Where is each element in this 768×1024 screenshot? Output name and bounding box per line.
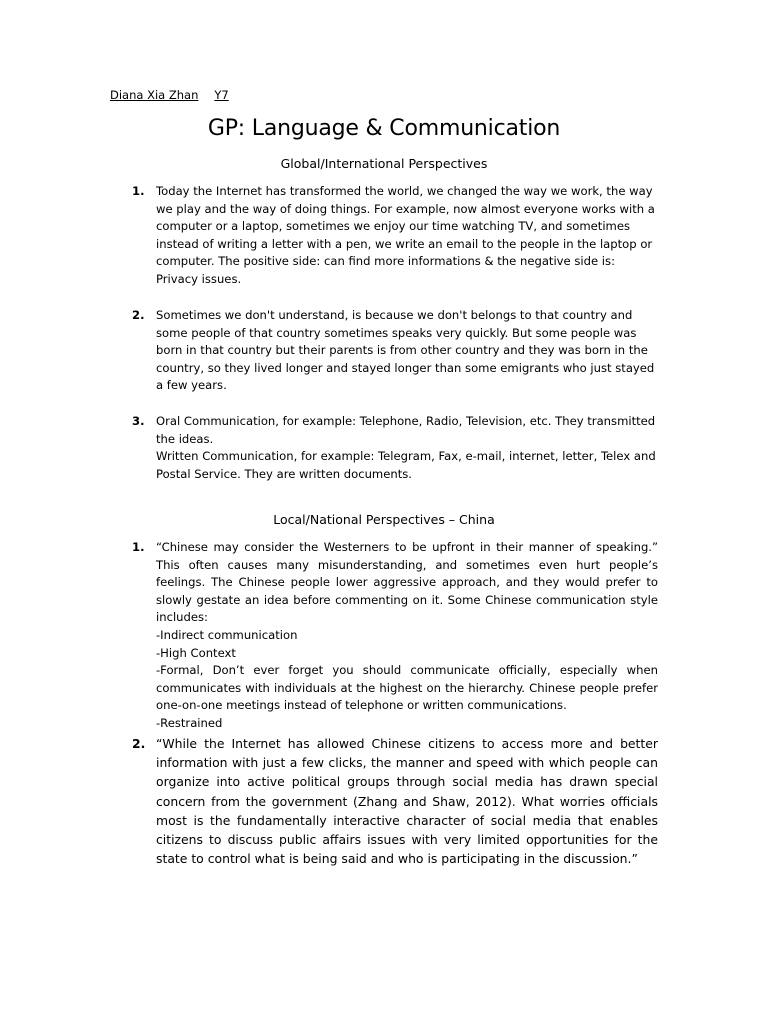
paragraph: Sometimes we don't understand, is because we don't belongs to that country and some people of that country sometimes speaks very quickly. But some people was born in that country but their parents is from other country and they was born in the country, so they lived longer and stayed longer than some emigrants who just stayed a few years. xyxy=(156,308,655,393)
list-item-body xyxy=(156,307,658,395)
grade-label: Y7 xyxy=(214,88,229,102)
global-item-3 xyxy=(132,413,658,483)
local-item-2 xyxy=(132,734,658,868)
list-number: 1. xyxy=(132,184,145,198)
paragraph: -Restrained xyxy=(156,715,223,730)
paragraph: -Indirect communication xyxy=(156,627,298,642)
author-line xyxy=(110,87,229,103)
local-item-1 xyxy=(132,539,658,733)
list-number: 2. xyxy=(132,736,146,751)
global-item-2 xyxy=(132,307,658,395)
author-name: Diana Xia Zhan xyxy=(110,88,199,102)
list-item-body xyxy=(156,734,658,868)
list-number: 1. xyxy=(132,540,145,554)
quote-paragraph: “While the Internet has allowed Chinese citizens to access more and better information with just a few clicks, the manner and speed with which people can organize into active political groups through social media has drawn special concern from the government (Zhang and Shaw, 2012). What worries officials most is the fundamentally interactive character of social media that enables citizens to discuss public affairs issues with very limited opportunities for the state to control what is being said and who is participating in the discussion.” xyxy=(156,736,658,867)
page-title: GP: Language & Communication xyxy=(207,116,561,141)
paragraph: -High Context xyxy=(156,645,236,660)
paragraph: Oral Communication, for example: Telephone, Radio, Television, etc. They transmitted the ideas. xyxy=(156,414,656,446)
list-item-body xyxy=(156,183,658,289)
global-section-heading: Global/International Perspectives xyxy=(280,156,488,171)
paragraph: Today the Internet has transformed the world, we changed the way we work, the way we play and the way of doing things. For example, now almost everyone works with a computer or a laptop, sometimes we enjoy our time watching TV, and sometimes instead of writing a letter with a pen, we write an email to the people in the laptop or computer. The positive side: can find more informations & the negative side is: Privacy issues. xyxy=(156,184,655,286)
global-item-1 xyxy=(132,183,658,289)
list-item-body xyxy=(156,413,658,483)
paragraph: Written Communication, for example: Telegram, Fax, e-mail, internet, letter, Telex and Postal Service. They are written documents. xyxy=(156,449,656,481)
local-section-heading: Local/National Perspectives – China xyxy=(273,512,495,527)
list-item-body xyxy=(156,539,658,733)
list-number: 2. xyxy=(132,308,145,322)
paragraph: -Formal, Don’t ever forget you should communicate officially, especially when communicates with individuals at the highest on the hierarchy. Chinese people prefer one-on-one meetings instead of telephone or written communications. xyxy=(156,663,658,713)
list-number: 3. xyxy=(132,414,145,428)
paragraph: “Chinese may consider the Westerners to be upfront in their manner of speaking.” This often causes many misunderstanding, and sometimes even hurt people’s feelings. The Chinese people lower aggressive approach, and they would prefer to slowly gestate an idea before commenting on it. Some Chinese communication style includes: xyxy=(156,540,658,625)
